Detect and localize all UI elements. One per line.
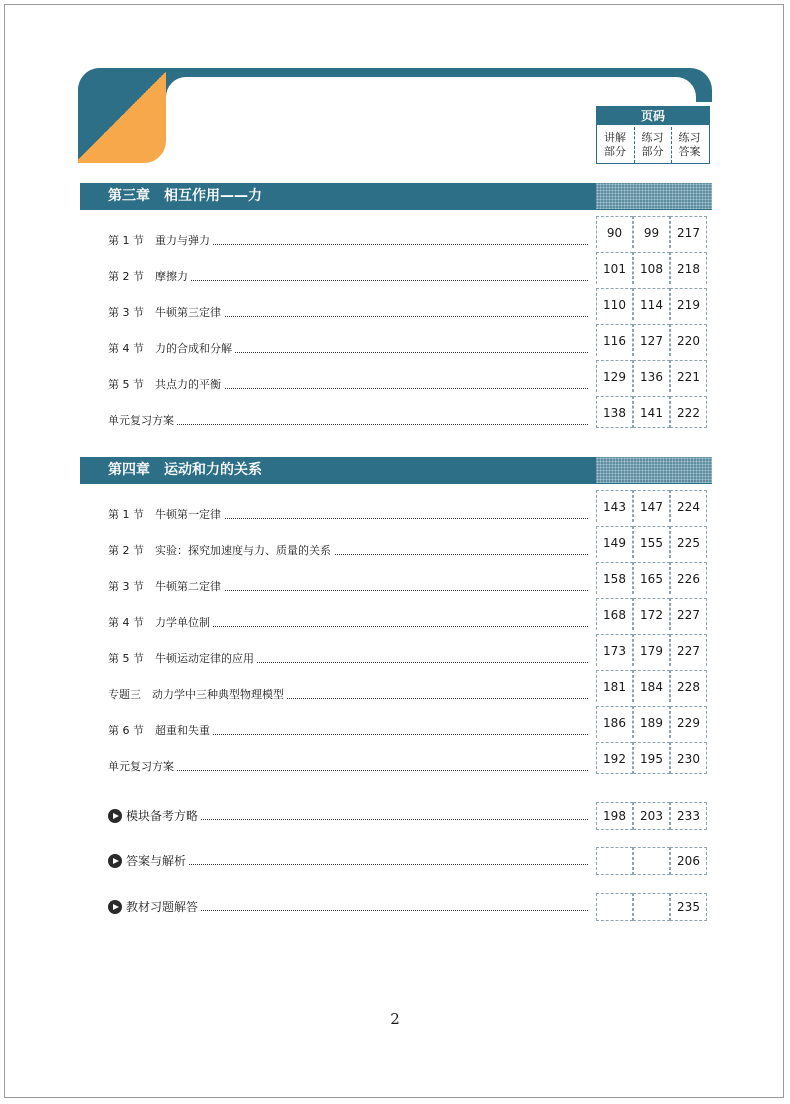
chapter-4-pattern bbox=[596, 457, 712, 483]
page-cell bbox=[596, 893, 633, 921]
chapter-3-pattern bbox=[596, 183, 712, 209]
page-cell: 206 bbox=[670, 847, 707, 875]
page-code-title: 页码 bbox=[597, 107, 709, 125]
page-cell: 181 bbox=[596, 670, 633, 702]
page-cell: 184 bbox=[633, 670, 670, 702]
page-cell: 158 bbox=[596, 562, 633, 594]
page-cell: 217 bbox=[670, 216, 707, 248]
toc-entry-label: 第 3 节 牛顿第二定律 bbox=[108, 578, 224, 596]
page-cell: 116 bbox=[596, 324, 633, 356]
page-cell: 221 bbox=[670, 360, 707, 392]
page-cell: 222 bbox=[670, 396, 707, 428]
toc-entry-main[interactable] bbox=[108, 807, 596, 825]
page-cell: 228 bbox=[670, 670, 707, 702]
toc-entry[interactable] bbox=[108, 376, 596, 394]
dot-leader bbox=[108, 424, 588, 425]
page-cell: 168 bbox=[596, 598, 633, 630]
page-cell: 226 bbox=[670, 562, 707, 594]
toc-entry[interactable] bbox=[108, 412, 596, 430]
page-cell: 149 bbox=[596, 526, 633, 558]
toc-entry-main[interactable] bbox=[108, 852, 596, 870]
toc-entry[interactable] bbox=[108, 578, 596, 596]
toc-entry[interactable] bbox=[108, 722, 596, 740]
toc-entry[interactable] bbox=[108, 614, 596, 632]
play-icon bbox=[108, 854, 122, 868]
page-cell: 195 bbox=[633, 742, 670, 774]
toc-entry[interactable] bbox=[108, 268, 596, 286]
toc-entry-label: 教材习题解答 bbox=[108, 898, 201, 916]
page-cell: 101 bbox=[596, 252, 633, 284]
toc-entry-label: 第 1 节 重力与弹力 bbox=[108, 232, 213, 250]
toc-entry[interactable] bbox=[108, 686, 596, 704]
page-cell bbox=[596, 847, 633, 875]
page-cell: 186 bbox=[596, 706, 633, 738]
page-cell: 220 bbox=[670, 324, 707, 356]
page-cell: 230 bbox=[670, 742, 707, 774]
toc-entry-label: 第 1 节 牛顿第一定律 bbox=[108, 506, 224, 524]
column-header-practice: 练习 部分 bbox=[634, 127, 670, 163]
toc-entry[interactable] bbox=[108, 650, 596, 668]
column-header-lecture: 讲解 部分 bbox=[604, 131, 626, 158]
page-cell: 110 bbox=[596, 288, 633, 320]
page-code-header bbox=[596, 106, 710, 164]
toc-entry[interactable] bbox=[108, 506, 596, 524]
toc-entry-label: 第 5 节 共点力的平衡 bbox=[108, 376, 224, 394]
toc-entry-label: 第 5 节 牛顿运动定律的应用 bbox=[108, 650, 257, 668]
page-cell: 179 bbox=[633, 634, 670, 666]
page-cell: 138 bbox=[596, 396, 633, 428]
page-cell: 198 bbox=[596, 802, 633, 830]
page-cell: 233 bbox=[670, 802, 707, 830]
toc-entry[interactable] bbox=[108, 758, 596, 776]
toc-entry-label: 第 3 节 牛顿第三定律 bbox=[108, 304, 224, 322]
page-cell: 147 bbox=[633, 490, 670, 522]
page-cell: 143 bbox=[596, 490, 633, 522]
toc-entry-label: 单元复习方案 bbox=[108, 412, 177, 430]
page-cell: 136 bbox=[633, 360, 670, 392]
play-icon bbox=[108, 809, 122, 823]
toc-entry[interactable] bbox=[108, 542, 596, 560]
toc-entry-main[interactable] bbox=[108, 898, 596, 916]
page-cell: 235 bbox=[670, 893, 707, 921]
page-cell: 225 bbox=[670, 526, 707, 558]
page-cell: 203 bbox=[633, 802, 670, 830]
page-number: 2 bbox=[390, 1010, 400, 1028]
toc-entry-label: 模块备考方略 bbox=[108, 807, 201, 825]
dot-leader bbox=[108, 770, 588, 771]
page-cell: 155 bbox=[633, 526, 670, 558]
toc-entry-label: 第 4 节 力学单位制 bbox=[108, 614, 213, 632]
page-cell: 172 bbox=[633, 598, 670, 630]
page-cell: 229 bbox=[670, 706, 707, 738]
chapter-3-rule bbox=[80, 209, 712, 210]
toc-entry-label: 第 4 节 力的合成和分解 bbox=[108, 340, 235, 358]
page-cell: 224 bbox=[670, 490, 707, 522]
toc-entry[interactable] bbox=[108, 304, 596, 322]
page-cell: 218 bbox=[670, 252, 707, 284]
page-cell: 127 bbox=[633, 324, 670, 356]
page-cell: 108 bbox=[633, 252, 670, 284]
page-cell bbox=[633, 847, 670, 875]
page-cell: 189 bbox=[633, 706, 670, 738]
toc-entry-label: 第 2 节 摩擦力 bbox=[108, 268, 191, 286]
page-cell: 192 bbox=[596, 742, 633, 774]
page-cell: 219 bbox=[670, 288, 707, 320]
toc-entry-label: 第 6 节 超重和失重 bbox=[108, 722, 213, 740]
corner-decoration bbox=[78, 68, 166, 163]
page-cell: 114 bbox=[633, 288, 670, 320]
chapter-4-title: 第四章 运动和力的关系 bbox=[80, 457, 596, 483]
page-cell: 129 bbox=[596, 360, 633, 392]
column-header-answers: 练习 答案 bbox=[671, 127, 707, 163]
page-cell: 165 bbox=[633, 562, 670, 594]
page-cell: 227 bbox=[670, 598, 707, 630]
toc-entry-label: 答案与解析 bbox=[108, 852, 189, 870]
page-cell: 99 bbox=[633, 216, 670, 248]
chapter-4-rule bbox=[80, 483, 712, 484]
page-cell: 141 bbox=[633, 396, 670, 428]
chapter-3-title: 第三章 相互作用——力 bbox=[80, 183, 596, 209]
page-cell bbox=[633, 893, 670, 921]
page-cell: 173 bbox=[596, 634, 633, 666]
play-icon bbox=[108, 900, 122, 914]
page-cell: 227 bbox=[670, 634, 707, 666]
toc-entry-label: 单元复习方案 bbox=[108, 758, 177, 776]
toc-entry-label: 专题三 动力学中三种典型物理模型 bbox=[108, 686, 287, 704]
toc-entry-label: 第 2 节 实验：探究加速度与力、质量的关系 bbox=[108, 542, 334, 560]
toc-entry[interactable] bbox=[108, 232, 596, 250]
toc-entry[interactable] bbox=[108, 340, 596, 358]
page-cell: 90 bbox=[596, 216, 633, 248]
